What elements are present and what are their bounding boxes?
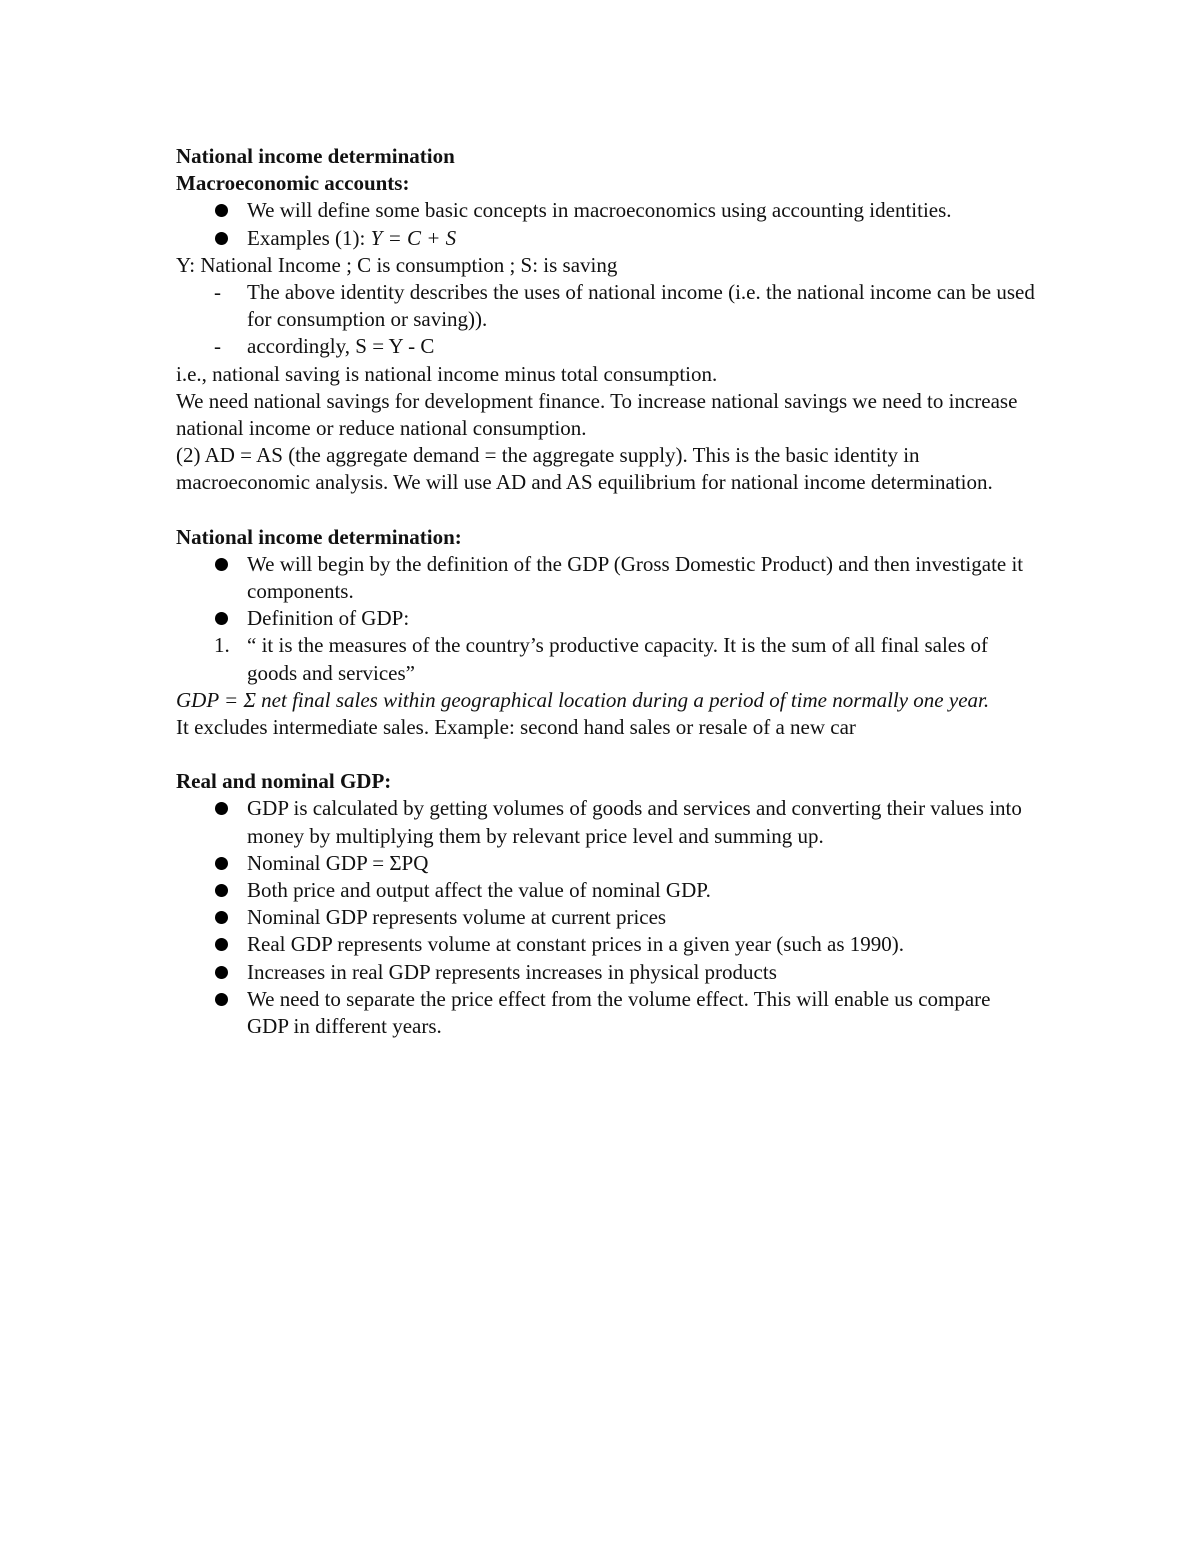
bullet-icon xyxy=(215,558,228,571)
list-item: Nominal GDP represents volume at current prices xyxy=(176,904,1036,931)
bullet-icon xyxy=(215,911,228,924)
document-title: National income determination xyxy=(176,144,455,168)
list-item: Definition of GDP: xyxy=(176,605,1036,632)
bullet-icon xyxy=(215,204,228,217)
numbered-list xyxy=(176,632,1036,686)
dash-list xyxy=(176,279,1036,361)
section-heading-macro-accounts: Macroeconomic accounts: xyxy=(176,171,410,196)
bullet-list xyxy=(176,551,1036,633)
bullet-icon xyxy=(215,938,228,951)
number-marker: 1. xyxy=(214,633,230,658)
paragraph: It excludes intermediate sales. Example: second hand sales or resale of a new car xyxy=(176,715,856,740)
dash-marker: - xyxy=(214,280,221,305)
example-formula: Y = C + S xyxy=(370,225,457,250)
bullet-icon xyxy=(215,884,228,897)
document-page xyxy=(176,143,1036,1040)
section-heading-income-determination: National income determination: xyxy=(176,524,462,549)
list-item: GDP is calculated by getting volumes of goods and services and converting their values into money by multiplying them by relevant price level and summing up. xyxy=(176,795,1036,849)
section-heading-real-nominal-gdp: Real and nominal GDP: xyxy=(176,769,392,794)
bullet-icon xyxy=(215,802,228,815)
list-item: Both price and output affect the value of nominal GDP. xyxy=(176,877,1036,904)
gdp-formula: GDP = Σ net final sales within geographical location during a period of time normally one year. xyxy=(176,687,990,712)
bullet-icon xyxy=(215,993,228,1006)
bullet-icon xyxy=(215,966,228,979)
list-item: - The above identity describes the uses of national income (i.e. the national income can be used for consumption or saving)). xyxy=(214,280,1035,332)
bullet-icon xyxy=(215,857,228,870)
list-item: We will define some basic concepts in macroeconomics using accounting identities. xyxy=(176,197,1036,224)
list-item: Real GDP represents volume at constant prices in a given year (such as 1990). xyxy=(176,931,1036,958)
list-item: Examples (1): Y = C + S xyxy=(176,225,1036,252)
bullet-icon xyxy=(215,232,228,245)
list-item: Nominal GDP = ΣPQ xyxy=(176,850,1036,877)
list-item: We need to separate the price effect from the volume effect. This will enable us compare GDP in different years. xyxy=(176,986,1036,1040)
list-item: - accordingly, S = Y - C xyxy=(176,333,1036,360)
paragraph: (2) AD = AS (the aggregate demand = the aggregate supply). This is the basic identity in macroeconomic analysis. We will use AD and AS equilibrium for national income determination. xyxy=(176,443,993,495)
paragraph: i.e., national saving is national income minus total consumption. xyxy=(176,361,718,386)
bullet-icon xyxy=(215,612,228,625)
variable-definitions: Y: National Income ; C is consumption ; S: is saving xyxy=(176,252,618,277)
bullet-list xyxy=(176,795,1036,1040)
list-item: Increases in real GDP represents increases in physical products xyxy=(176,959,1036,986)
list-item: 1. “ it is the measures of the country’s productive capacity. It is the sum of all final sales of goods and services” xyxy=(214,633,989,685)
paragraph: We need national savings for development finance. To increase national savings we need to increase national income or reduce national consumption. xyxy=(176,388,1018,441)
bullet-list xyxy=(176,197,1036,251)
dash-marker: - xyxy=(214,334,221,359)
list-item: We will begin by the definition of the GDP (Gross Domestic Product) and then investigate it components. xyxy=(176,551,1036,605)
